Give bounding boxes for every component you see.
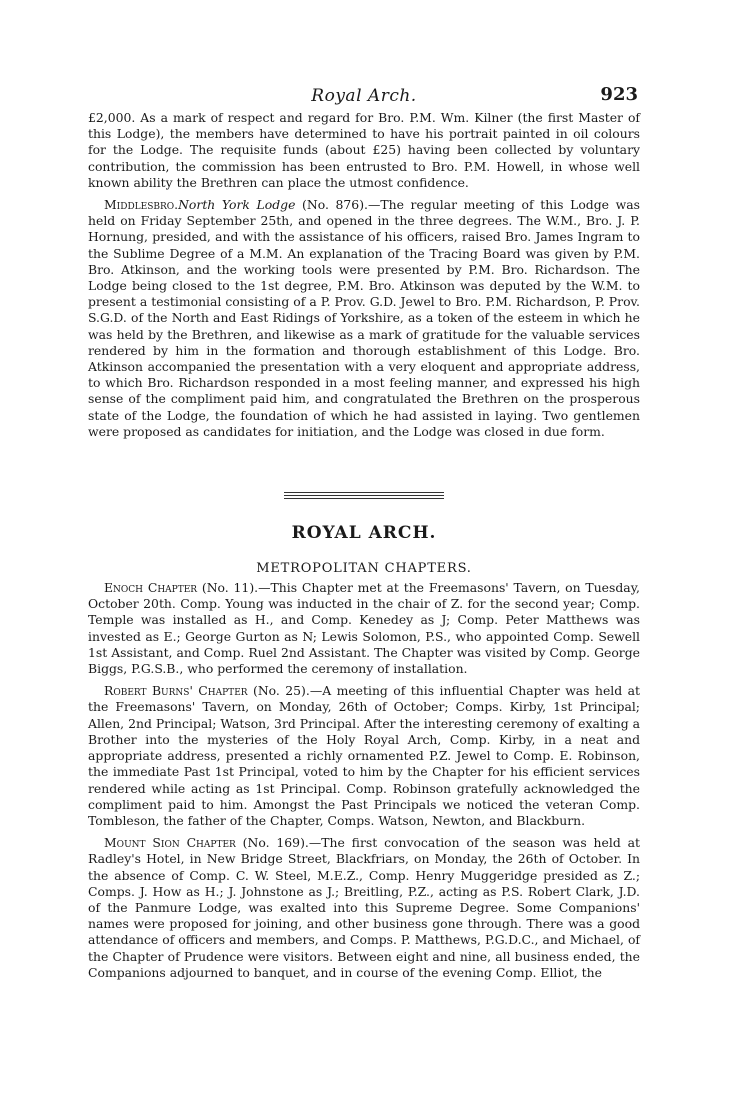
document-page [88, 82, 640, 987]
paragraph-middlesbro [88, 197, 640, 440]
paragraph-text: (No. 876).—The regular meeting of this Lodge was held on Friday September 25th, and opened in the three degrees. The W.M., Bro. J. P. Hornung, presided, and with the assistance of his officers, raised Bro. James Ingram to the Sublime Degree of a M.M. An explanation of the Tracing Board was given by P.M. Bro. Atkinson, and the working tools were presented by P.M. Bro. Richardson. The Lodge being closed to the 1st degree, P.M. Bro. Atkinson was deputed by the W.M. to present a testimonial consisting of a P. Prov. G.D. Jewel to Bro. P.M. Richardson, P. Prov. S.G.D. of the North and East Ridings of Yorkshire, as a token of the esteem in which he was held by the Brethren, and likewise as a mark of gratitude for the valuable services rendered by him in the formation and thorough establishment of this Lodge. Bro. Atkinson accompanied the presentation with a very eloquent and appropriate address, to which Bro. Richardson responded in a most feeling manner, and expressed his high sense of the compliment paid him, and congratulated the Brethren on the prosperous state of the Lodge, the foundation of which he had assisted in laying. Two gentlemen were proposed as candidates for initiation, and the Lodge was closed in due form. [88, 197, 640, 439]
page-number: 923 [600, 84, 638, 105]
place-name: Middlesbro. [104, 197, 179, 213]
running-title: Royal Arch. [311, 86, 417, 106]
section-title: ROYAL ARCH. [291, 523, 437, 544]
chapter-name: Robert Burns' Chapter [104, 683, 248, 699]
paragraph-text: (No. 11).—This Chapter met at the Freemasons' Tavern, on Tuesday, October 20th. Comp. Young was inducted in the chair of Z. for the second year; Comp. Temple was installed as H., and Comp. Kenedey as J; Comp. Peter Matthews was invested as E.; George Gurton as N; Lewis Solomon, P.S., who appointed Comp. Sewell 1st Assistant, and Comp. Ruel 2nd Assistant. The Chapter was visited by Comp. George Biggs, P.G.S.B., who performed the ceremony of installation. [88, 580, 640, 677]
lodge-name: North York Lodge [178, 197, 296, 213]
paragraph-kilner-portrait: £2,000. As a mark of respect and regard for Bro. P.M. Wm. Kilner (the first Master of this Lodge), the members have determined to have his portrait painted in oil colours for the Lodge. The requisite funds (about £25) having been collected by voluntary contribution, the commission has been entrusted to Bro. P.M. Howell, in whose well known ability the Brethren can place the utmost confidence. [88, 110, 640, 190]
section-subtitle: METROPOLITAN CHAPTERS. [256, 561, 472, 577]
paragraph-text: (No. 169).—The first convocation of the season was held at Radley's Hotel, in New Bridge Street, Blackfriars, on Monday, the 26th of October. In the absence of Comp. C. W. Steel, M.E.Z., Comp. Henry Muggeridge presided as Z.; Comps. J. How as H.; J. Johnstone as J.; Breitling, P.Z., acting as P.S. Robert Clark, J.D. of the Panmure Lodge, was exalted into this Supreme Degree. Some Companions' names were proposed for joining, and other business gone through. There was a good attendance of officers and members, and Comps. P. Matthews, P.G.D.C., and Michael, of the Chapter of Prudence were visitors. Between eight and nine, all business ended, the Companions adjourned to banquet, and in course of the evening Comp. Elliot, the [88, 835, 640, 980]
paragraph-mount-sion-chapter [88, 835, 640, 981]
running-head [88, 82, 640, 110]
paragraph-text: (No. 25).—A meeting of this influential Chapter was held at the Freemasons' Tavern, on Monday, 26th of October; Comps. Kirby, 1st Principal; Allen, 2nd Principal; Watson, 3rd Principal. After the interesting ceremony of exalting a Brother into the mysteries of the Holy Royal Arch, Comp. Kirby, in a neat and appropriate address, presented a richly ornamented P.Z. Jewel to Comp. E. Robinson, the immediate Past 1st Principal, voted to him by the Chapter for his efficient services rendered while acting as 1st Principal. Comp. Robinson gratefully acknowledged the compliment paid to him. Amongst the Past Principals we noticed the veteran Comp. Tombleson, the father of the Chapter, Comps. Watson, Newton, and Blackburn. [88, 683, 640, 828]
chapter-name: Enoch Chapter [104, 580, 198, 596]
section-divider [284, 492, 444, 499]
chapter-name: Mount Sion Chapter [104, 835, 236, 851]
paragraph-robert-burns-chapter [88, 683, 640, 829]
paragraph-enoch-chapter [88, 580, 640, 677]
